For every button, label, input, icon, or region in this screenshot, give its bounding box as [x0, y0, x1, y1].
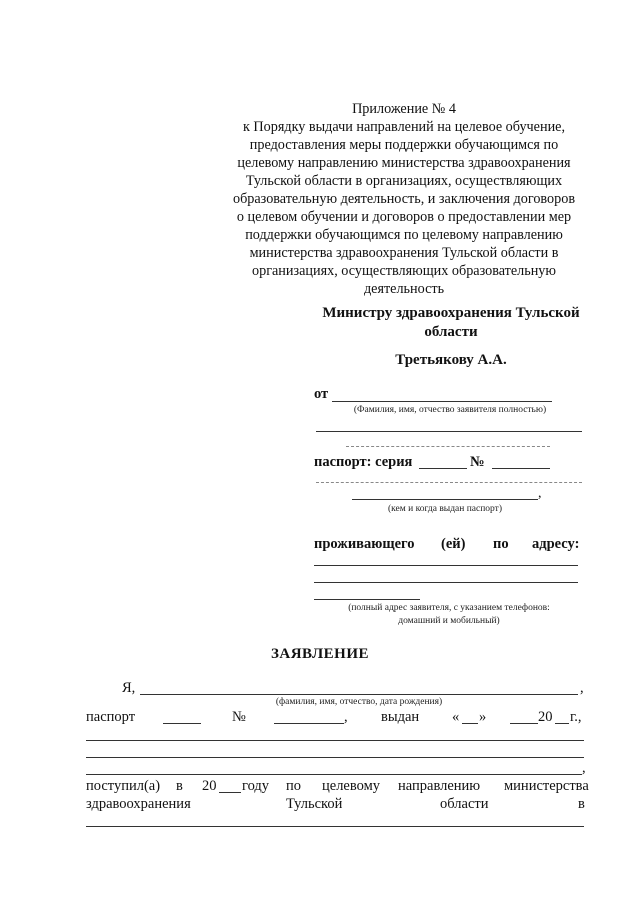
statement-passport-word: 20 — [538, 709, 553, 725]
statement-passport-word: « — [452, 709, 460, 725]
statement-i-label: Я, — [122, 680, 136, 696]
addressee-name: Третьякову А.А. — [395, 352, 507, 368]
statement-admitted-year-field[interactable] — [219, 792, 241, 793]
appendix-line: о целевом обучении и договоров о предоставлении мер — [236, 209, 572, 225]
addressee-line2: области — [424, 324, 478, 340]
statement-passport-number-field[interactable] — [274, 723, 344, 724]
statement-admitted-word: в — [176, 778, 183, 794]
statement-fio-field[interactable] — [140, 694, 578, 695]
statement-admitted-word: министерства — [504, 778, 589, 794]
passport-series-field[interactable] — [419, 468, 467, 469]
statement-admitted-word: 20 — [202, 778, 217, 794]
appendix-line: министерства здравоохранения Тульской области в — [249, 245, 559, 261]
statement-admitted-word: направлению — [398, 778, 481, 794]
from-field-line2[interactable] — [316, 431, 582, 432]
address-field-line3[interactable] — [314, 599, 420, 600]
passport-comma: , — [538, 486, 542, 501]
appendix-title: Приложение № 4 — [352, 101, 456, 117]
passport-label: паспорт: серия — [314, 454, 413, 470]
address-field-line2[interactable] — [314, 582, 578, 583]
statement-health-word: в — [578, 796, 585, 812]
statement-admitted-word: году — [242, 778, 270, 794]
appendix-line: поддержки обучающимся по целевому направлению — [245, 227, 563, 243]
statement-fio-comma: , — [580, 680, 584, 696]
from-note: (Фамилия, имя, отчество заявителя полностью) — [353, 405, 547, 415]
statement-title: ЗАЯВЛЕНИЕ — [270, 646, 370, 662]
statement-issued-field-line1[interactable] — [86, 740, 584, 741]
statement-passport-day-field[interactable] — [462, 723, 478, 724]
statement-passport-month-field[interactable] — [510, 723, 538, 724]
statement-passport-word: , — [344, 709, 348, 725]
statement-passport-word: выдан — [381, 709, 420, 725]
statement-health-word: здравоохранения — [86, 796, 191, 812]
passport-note: (кем и когда выдан паспорт) — [387, 504, 502, 514]
addressee-line1: Министру здравоохранения Тульской — [322, 305, 580, 321]
statement-issued-comma: , — [582, 760, 586, 776]
statement-admitted-word: по — [286, 778, 302, 794]
statement-admitted-word: целевому — [322, 778, 381, 794]
passport-number-field[interactable] — [492, 468, 550, 469]
passport-number-sign: № — [470, 454, 485, 470]
statement-health-word: Тульской — [286, 796, 343, 812]
residing-word: проживающего — [314, 536, 415, 552]
statement-passport-word: г., — [570, 709, 582, 725]
appendix-line: к Порядку выдачи направлений на целевое обучение, — [242, 119, 566, 135]
appendix-line: целевому направлению министерства здравоохранения — [237, 155, 571, 171]
statement-health-word: области — [440, 796, 489, 812]
residing-word: по — [493, 536, 509, 552]
from-label: от — [314, 386, 329, 402]
statement-organization-field[interactable] — [86, 826, 584, 827]
address-field-line1[interactable] — [314, 565, 578, 566]
statement-admitted-word: поступил(а) — [86, 778, 161, 794]
from-field-line3[interactable] — [346, 446, 550, 447]
residing-word: адресу: — [532, 536, 580, 552]
passport-issued-field-line2[interactable] — [352, 499, 538, 500]
statement-fio-note: (фамилия, имя, отчество, дата рождения) — [275, 697, 443, 707]
passport-issued-field[interactable] — [316, 482, 582, 483]
appendix-line: образовательную деятельность, и заключения договоров — [232, 191, 576, 207]
statement-issued-field-line3[interactable] — [86, 774, 582, 775]
statement-passport-year-field[interactable] — [555, 723, 569, 724]
statement-passport-word: » — [479, 709, 487, 725]
appendix-line: Тульской области в организациях, осуществляющих — [245, 173, 563, 189]
address-note-line1: (полный адрес заявителя, с указанием телефонов: — [348, 603, 550, 613]
appendix-line: организациях, осуществляющих образовательную — [252, 263, 556, 279]
appendix-line: предоставления меры поддержки обучающимся по — [249, 137, 559, 153]
appendix-line: деятельность — [363, 281, 445, 297]
residing-word: (ей) — [441, 536, 466, 552]
statement-passport-word: № — [232, 709, 246, 725]
statement-passport-word: паспорт — [86, 709, 136, 725]
statement-issued-field-line2[interactable] — [86, 757, 584, 758]
from-field[interactable] — [332, 401, 552, 402]
address-note-line2: домашний и мобильный) — [398, 616, 500, 626]
statement-passport-series-field[interactable] — [163, 723, 201, 724]
